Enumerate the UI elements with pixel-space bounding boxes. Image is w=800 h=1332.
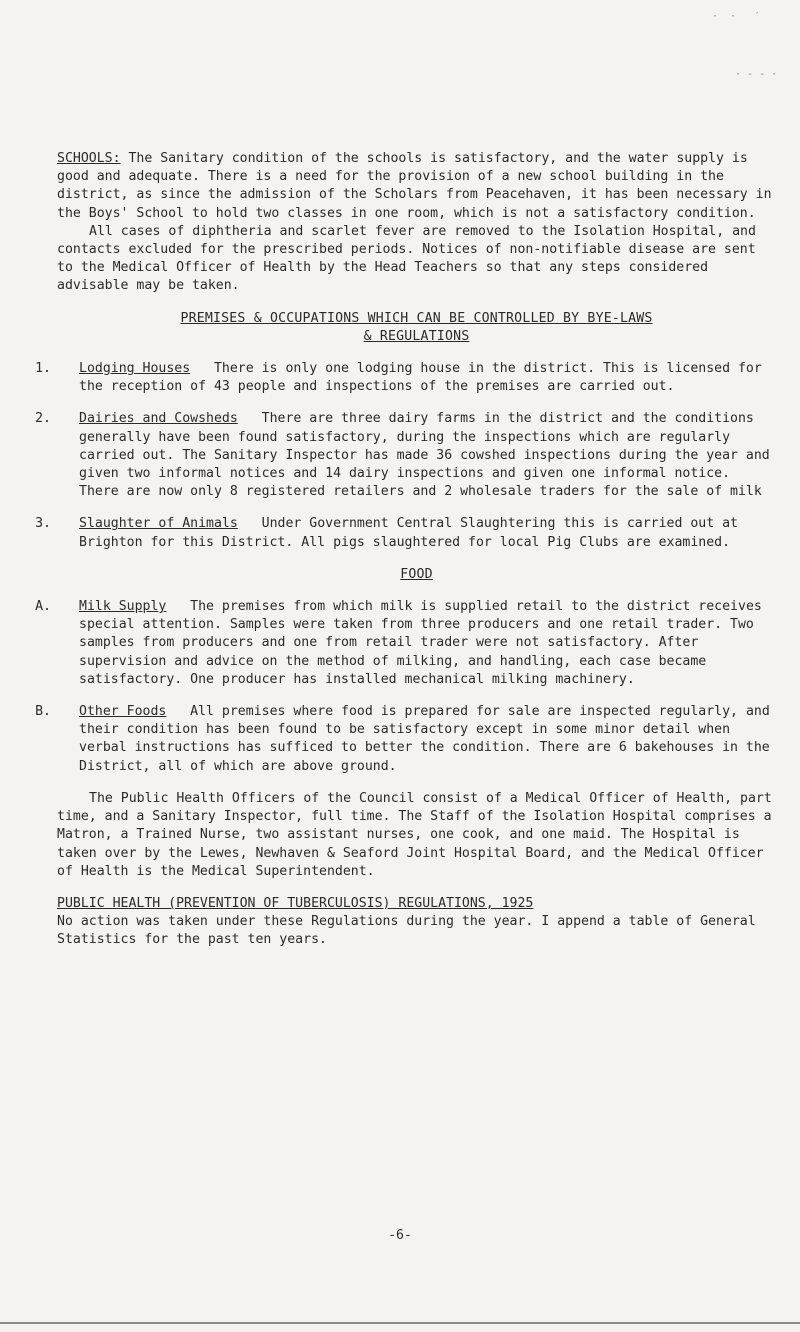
scan-speck: · · ′ <box>712 11 761 22</box>
staff-paragraph: The Public Health Officers of the Council consist of a Medical Officer of Health, part time, and a Sanitary Inspector, full time. The Staff of the Isolation Hospital comprises a Matron, a Trained Nurse, two assistant nurses, one cook, and one maid. The Hospital is taken over by the Lewes, Newhaven & Seaford Joint Hospital Board, and the Medical Officer of Health is the Medical Superintendent. <box>57 790 772 879</box>
food-item-other: B. Other Foods All premises where food is prepared for sale are inspected regularly, and their condition has been found to be satisfactory except in some minor detail when verbal instructions has sufficed to better the condition. There are 6 bakehouses in the District, all of which are above ground. <box>35 704 770 774</box>
tb-regulations-text: No action was taken under these Regulations during the year. I append a table of General Statistics for the past ten years. <box>57 914 756 948</box>
page-number: -6- <box>388 1228 412 1243</box>
premises-item-dairies: 2. Dairies and Cowsheds There are three dairy farms in the district and the conditions generally have been found satisfactory, during the inspections which are regularly carried out. The Sanitary Inspector has made 36 cowshed inspections during the year and given two informal notices and 14 dairy inspections and given one informal notice. There are now only 8 registered retailers and 2 wholesale traders for the sale of milk <box>35 411 770 500</box>
premises-item-lodging: 1. Lodging Houses There is only one lodging house in the district. This is licensed for the reception of 43 people and inspections of the premises are carried out. <box>35 361 762 395</box>
scan-edge-line <box>0 1322 800 1324</box>
schools-section <box>57 150 776 296</box>
schools-paragraph-2: All cases of diphtheria and scarlet fever are removed to the Isolation Hospital, and contacts excluded for the prescribed periods. Notices of non-notifiable disease are sent to the Medical Officer of Health by the Head Teachers so that any steps considered advisable may be taken. <box>57 223 756 294</box>
scan-speck: · - - · <box>735 69 778 80</box>
food-item-milk: A. Milk Supply The premises from which milk is supplied retail to the district receives special attention. Samples were taken from three producers and one retail trader. Two samples from producers and one from retail trader were not satisfactory. After supervision and advice on the method of milking, and handling, each case became satisfactory. One producer has installed mechanical milking machinery. <box>35 599 762 687</box>
food-heading: FOOD <box>400 566 433 582</box>
tb-regulations-heading: PUBLIC HEALTH (PREVENTION OF TUBERCULOSIS) REGULATIONS, 1925 <box>57 895 534 911</box>
schools-paragraph-1: The Sanitary condition of the schools is satisfactory, and the water supply is good and adequate. There is a need for the provision of a new school building in the district, as since the admission of the Scholars from Peacehaven, it has been necessary in the Boys' School to hold two classes in one room, which is not a satisfactory condition. <box>57 151 772 221</box>
premises-item-slaughter: 3. Slaughter of Animals Under Government Central Slaughtering this is carried out at Brighton for this District. All pigs slaughtered for local Pig Clubs are examined. <box>35 516 738 550</box>
premises-heading: PREMISES & OCCUPATIONS WHICH CAN BE CONTROLLED BY BYE-LAWS & REGULATIONS <box>180 310 653 344</box>
schools-heading: SCHOOLS: <box>57 151 121 166</box>
